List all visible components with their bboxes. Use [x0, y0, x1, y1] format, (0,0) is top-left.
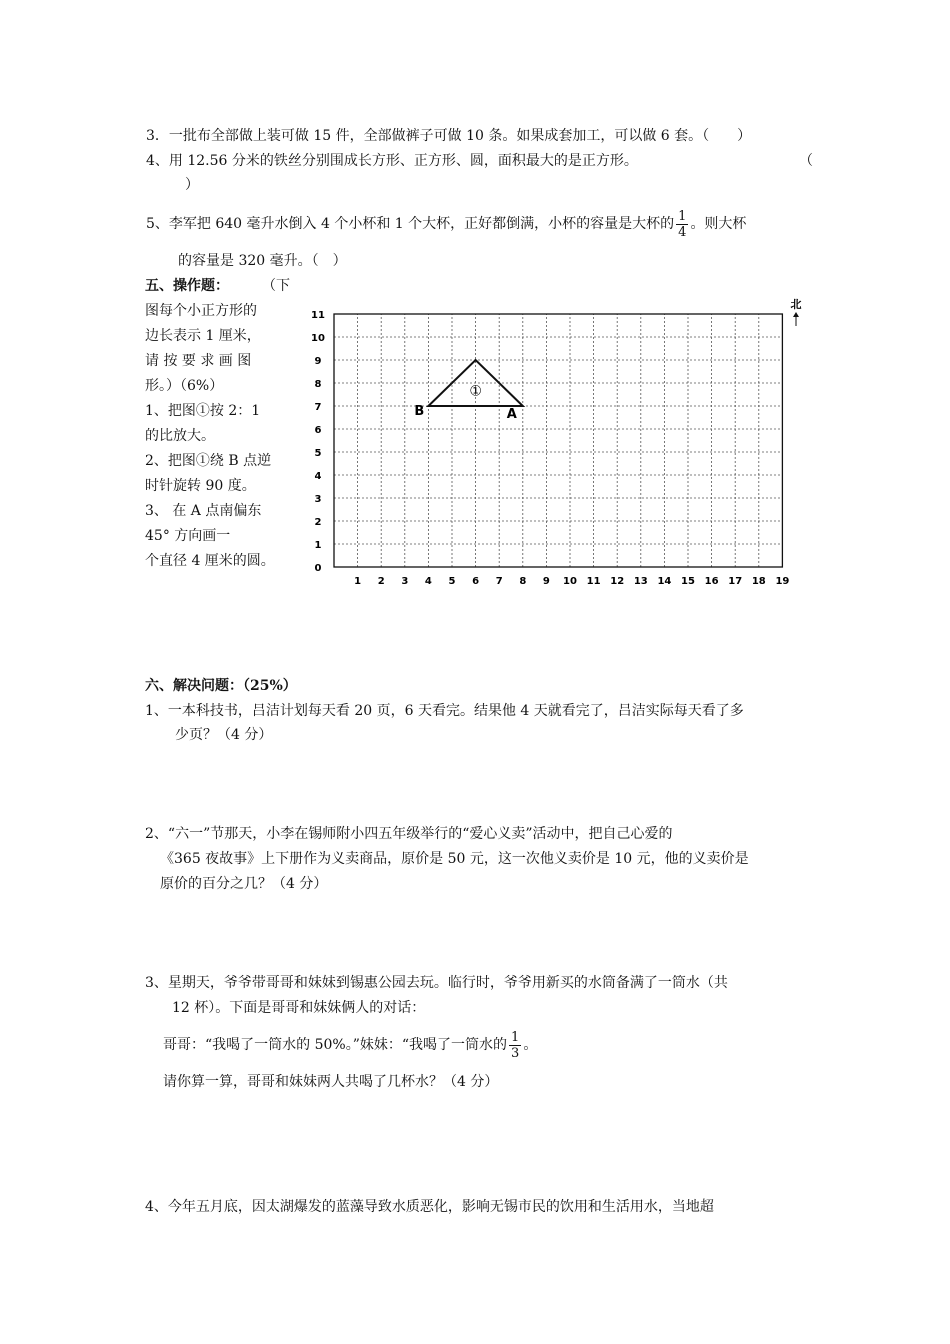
fraction-denominator: 3 — [511, 1045, 520, 1061]
problem3-line: 12 杯）。下面是哥哥和妹妹俩人的对话： — [172, 1000, 426, 1016]
problem3-line: 3、星期天，爷爷带哥哥和妹妹到锡惠公园去玩。临行时，爷爷用新买的水筒备满了一筒水（共 — [145, 975, 728, 991]
fraction-numerator: 1 — [511, 1029, 520, 1045]
section5-text-line: 45° 方向画一 — [145, 528, 231, 544]
y-tick-label: 7 — [314, 402, 322, 413]
grid-border — [334, 314, 782, 567]
x-tick-label: 3 — [401, 576, 409, 587]
problem3-line: 请你算一算，哥哥和妹妹两人共喝了几杯水？（4 分） — [163, 1074, 499, 1090]
x-tick-label: 12 — [610, 576, 625, 587]
problem3-dialogue — [163, 1025, 537, 1065]
north-arrowhead-icon — [793, 312, 799, 317]
section5-text-line: 个直径 4 厘米的圆。 — [145, 553, 275, 569]
problem3-fraction — [509, 1030, 521, 1061]
north-label: 北 — [790, 298, 802, 311]
section5-text-line: 的比放大。 — [145, 428, 215, 444]
judge-q4: 4、用 12.56 分米的铁丝分别围成长方形、正方形、圆，面积最大的是正方形。 — [146, 153, 638, 169]
x-tick-label: 15 — [681, 576, 695, 587]
x-tick-label: 2 — [377, 576, 385, 587]
section5-text-line: 3、 在 A 点南偏东 — [145, 503, 262, 519]
section5-text-line: 2、把图①绕 B 点逆 — [145, 453, 272, 469]
y-tick-label: 2 — [314, 517, 322, 528]
x-tick-label: 8 — [519, 576, 527, 587]
y-tick-label: 5 — [314, 448, 322, 459]
x-tick-label: 14 — [657, 576, 672, 587]
section5-text-line: 请 按 要 求 画 图 — [145, 353, 252, 369]
judge-q5-line1 — [146, 207, 746, 241]
judge-q3: 3．一批布全部做上装可做 15 件，全部做裤子可做 10 条。如果成套加工，可以做 6 套。（ ） — [146, 128, 752, 144]
section5-text-line: 时针旋转 90 度。 — [145, 478, 256, 494]
section5-text-line: 边长表示 1 厘米， — [145, 328, 261, 344]
x-tick-label: 7 — [495, 576, 503, 587]
judge-q5-line2: 的容量是 320 毫升。（ ） — [178, 253, 347, 269]
y-tick-label: 10 — [311, 333, 325, 344]
judge-q5-text-end: 。则大杯 — [690, 216, 747, 232]
y-tick-label: 3 — [314, 494, 322, 505]
section5-heading: 五、操作题： — [145, 278, 229, 294]
section5-text-line: 1、把图①按 2：1 — [145, 403, 261, 419]
x-tick-label: 13 — [633, 576, 648, 587]
y-tick-label: 6 — [314, 425, 322, 436]
problem4-line: 4、今年五月底，因太湖爆发的蓝藻导致水质恶化，影响无锡市民的饮用和生活用水，当地超 — [145, 1199, 714, 1215]
x-tick-label: 6 — [472, 576, 480, 587]
section5-text-line: 图每个小正方形的 — [145, 303, 257, 319]
judge-q5-fraction — [676, 209, 688, 240]
problem3-dialogue-end: 。 — [523, 1037, 538, 1053]
problem2-line: 2、“六一”节那天，小李在锡师附小四五年级举行的“爱心义卖”活动中，把自己心爱的 — [145, 826, 673, 842]
x-tick-label: 16 — [704, 576, 719, 587]
x-tick-label: 18 — [751, 576, 766, 587]
judge-q4-paren-close: ） — [185, 177, 199, 193]
x-tick-label: 4 — [424, 576, 432, 587]
problem2-line: 《365 夜故事》上下册作为义卖商品，原价是 50 元，这一次他义卖价是 10 元，他的义卖价是 — [160, 851, 749, 867]
y-tick-label: 11 — [311, 310, 325, 321]
section5-text-line: （下 — [262, 278, 290, 294]
triangle-label: ① — [469, 383, 482, 400]
x-tick-label: 5 — [448, 576, 456, 587]
x-tick-label: 9 — [542, 576, 550, 587]
point-label-a: A — [506, 407, 517, 422]
x-tick-label: 17 — [728, 576, 743, 587]
point-label-b: B — [414, 404, 425, 419]
judge-q5-text: 5、李军把 640 毫升水倒入 4 个小杯和 1 个大杯，正好都倒满，小杯的容量是大杯的 — [146, 216, 675, 232]
y-tick-label: 1 — [314, 540, 322, 551]
grid-figure — [300, 292, 820, 592]
fraction-numerator: 1 — [678, 208, 687, 224]
section5-text-line: 形。）（6%） — [145, 378, 224, 394]
problem3-dialogue-text: 哥哥：“我喝了一筒水的 50%。”妹妹：“我喝了一筒水的 — [163, 1037, 508, 1053]
problem2-line: 原价的百分之几？（4 分） — [160, 876, 328, 892]
section6-heading: 六、解决问题：（25%） — [145, 678, 297, 694]
x-tick-label: 11 — [586, 576, 601, 587]
problem1-line: 少页？（4 分） — [175, 727, 273, 743]
y-tick-label: 0 — [314, 563, 322, 574]
problem1-line: 1、一本科技书，吕洁计划每天看 20 页，6 天看完。结果他 4 天就看完了，吕洁实际每天看了多 — [145, 703, 744, 719]
judge-q4-paren-open: （ — [799, 153, 813, 169]
x-tick-label: 1 — [354, 576, 362, 587]
fraction-denominator: 4 — [678, 224, 687, 240]
x-tick-label: 10 — [563, 576, 577, 587]
y-tick-label: 4 — [314, 471, 322, 482]
x-tick-label: 19 — [775, 576, 790, 587]
y-tick-label: 9 — [314, 356, 322, 367]
y-tick-label: 8 — [314, 379, 322, 390]
